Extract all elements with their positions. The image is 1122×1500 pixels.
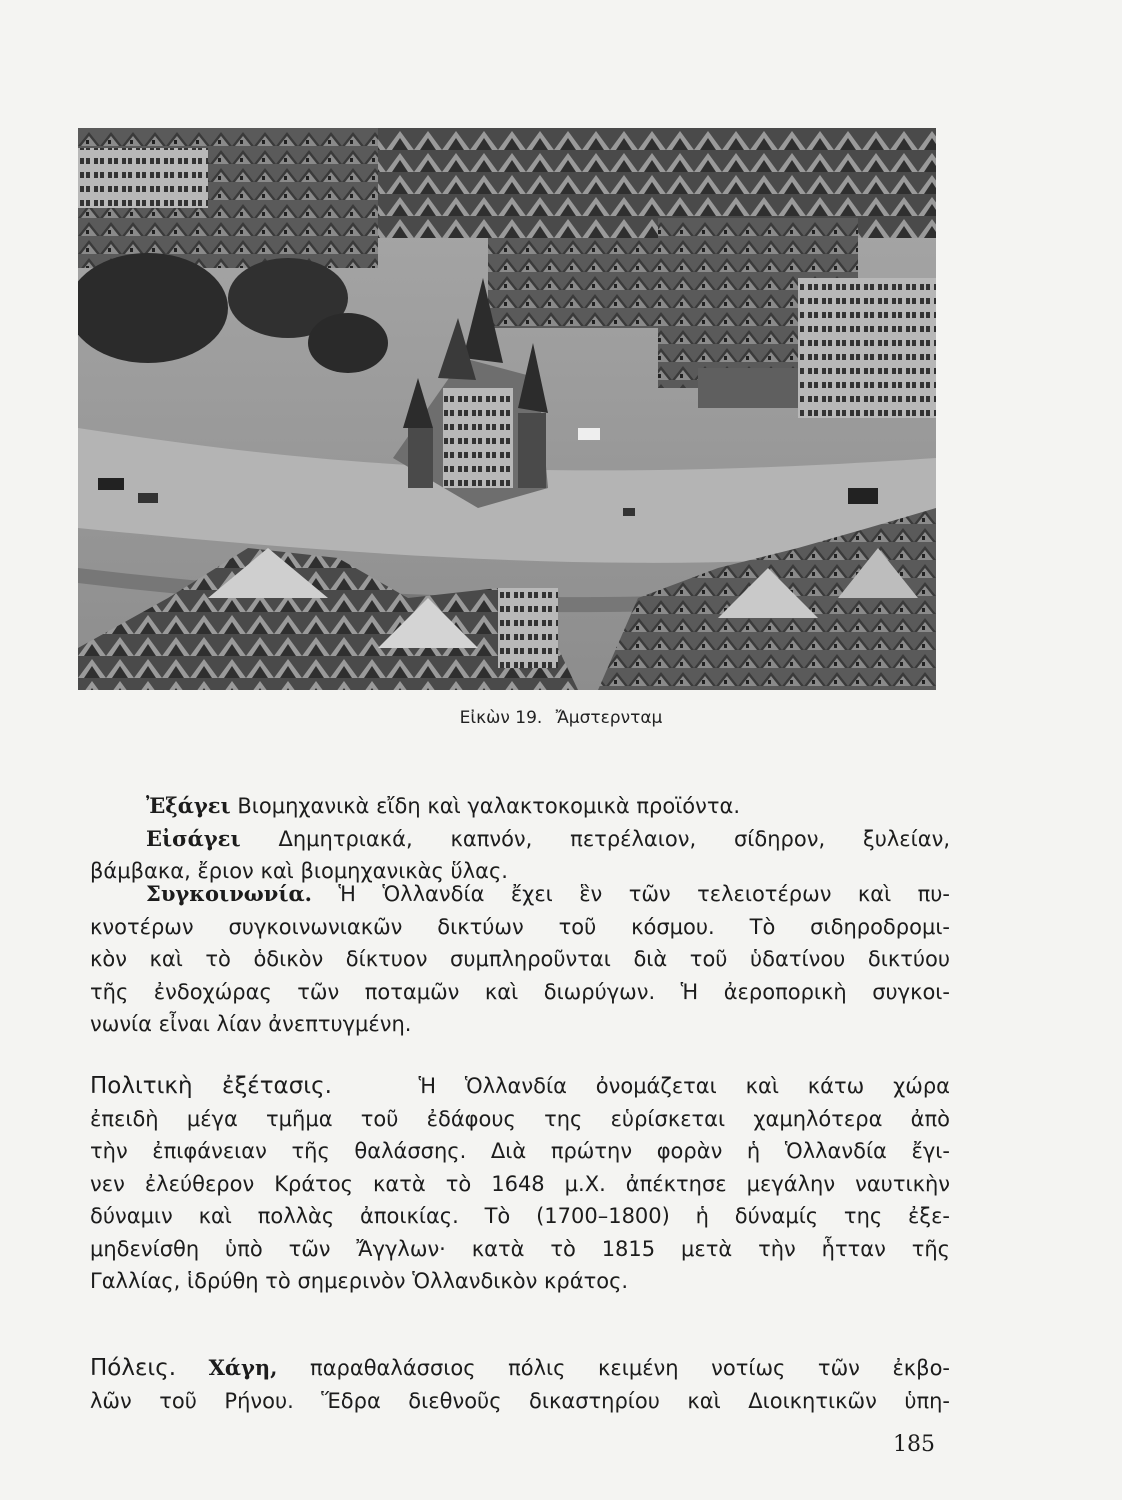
cities-heading: Πόλεις. <box>90 1355 177 1381</box>
political-line: Γαλλίας, ἱδρύθη τὸ σημερινὸν Ὁλλανδικὸν κράτος. <box>90 1269 629 1293</box>
political-line: μηδενίσθη ὑπὸ τῶν Ἄγγλων· κατὰ τὸ 1815 μετὰ τὴν ἧτταν τῆς <box>90 1236 950 1261</box>
transport-line: Ἡ Ὁλλανδία ἔχει ἓν τῶν τελειοτέρων καὶ πυ- <box>338 882 950 906</box>
cities-line: λῶν τοῦ Ρήνου. Ἕδρα διεθνοῦς δικαστηρίου καὶ Διοικητικῶν ὑπη- <box>90 1388 950 1413</box>
cities-section <box>90 1352 950 1417</box>
imports-text-line1: Δημητριακά, καπνόν, πετρέλαιον, σίδηρον, ξυλείαν, <box>278 826 950 851</box>
political-section <box>90 1070 950 1298</box>
transport-section <box>90 878 950 1041</box>
trade-section <box>90 790 950 888</box>
political-line: ἐπειδὴ μέγα τμῆμα τοῦ ἐδάφους της εὑρίσκεται χαμηλότερα ἀπὸ <box>90 1106 950 1131</box>
figure-caption <box>0 708 1122 728</box>
page-number: 185 <box>893 1432 935 1457</box>
transport-line: τῆς ἐνδοχώρας τῶν ποταμῶν καὶ διωρύγων. Ἡ ἀεροπορικὴ συγκοι- <box>90 979 950 1004</box>
imports-text-line2: βάμβακα, ἔριον καὶ βιομηχανικὰς ὕλας. <box>90 859 508 883</box>
transport-line: κνοτέρων συγκοινωνιακῶν δικτύων τοῦ κόσμου. Τὸ σιδηροδρομι- <box>90 914 950 939</box>
cities-line: παραθαλάσσιος πόλις κειμένη νοτίως τῶν ἐκβο- <box>310 1356 950 1380</box>
photo-illustration <box>78 128 936 690</box>
exports-heading: Ἐξάγει <box>146 793 231 818</box>
political-line: Ἡ Ὁλλανδία ὀνομάζεται καὶ κάτω χώρα <box>418 1074 950 1098</box>
political-line: δύναμιν καὶ πολλὰς ἀποικίας. Τὸ (1700–1800) ἡ δύναμίς της ἐξε- <box>90 1204 950 1228</box>
exports-text: Βιομηχανικὰ εἴδη καὶ γαλακτοκομικὰ προϊόντα. <box>237 794 741 818</box>
political-line: νεν ἐλεύθερον Κράτος κατὰ τὸ 1648 μ.Χ. ἀπέκτησε μεγάλην ναυτικὴν <box>90 1171 950 1196</box>
political-heading: Πολιτικὴ ἐξέτασις. <box>90 1073 332 1099</box>
transport-line: νωνία εἶναι λίαν ἀνεπτυγμένη. <box>90 1012 412 1036</box>
figure-label: Εἰκὼν 19. <box>459 708 543 728</box>
political-line: τὴν ἐπιφάνειαν τῆς θαλάσσης. Διὰ πρώτην φορὰν ἡ Ὁλλανδία ἔγι- <box>90 1139 950 1163</box>
transport-line: κὸν καὶ τὸ ὁδικὸν δίκτυον συμπληροῦνται διὰ τοῦ ὑδατίνου δικτύου <box>90 947 950 971</box>
cities-subheading: Χάγη, <box>208 1355 278 1380</box>
imports-heading: Εἰσάγει <box>146 825 241 851</box>
figure-title: Ἄμστερνταμ <box>555 708 663 728</box>
amsterdam-aerial-photo <box>78 128 936 690</box>
transport-heading: Συγκοινωνία. <box>146 881 312 906</box>
